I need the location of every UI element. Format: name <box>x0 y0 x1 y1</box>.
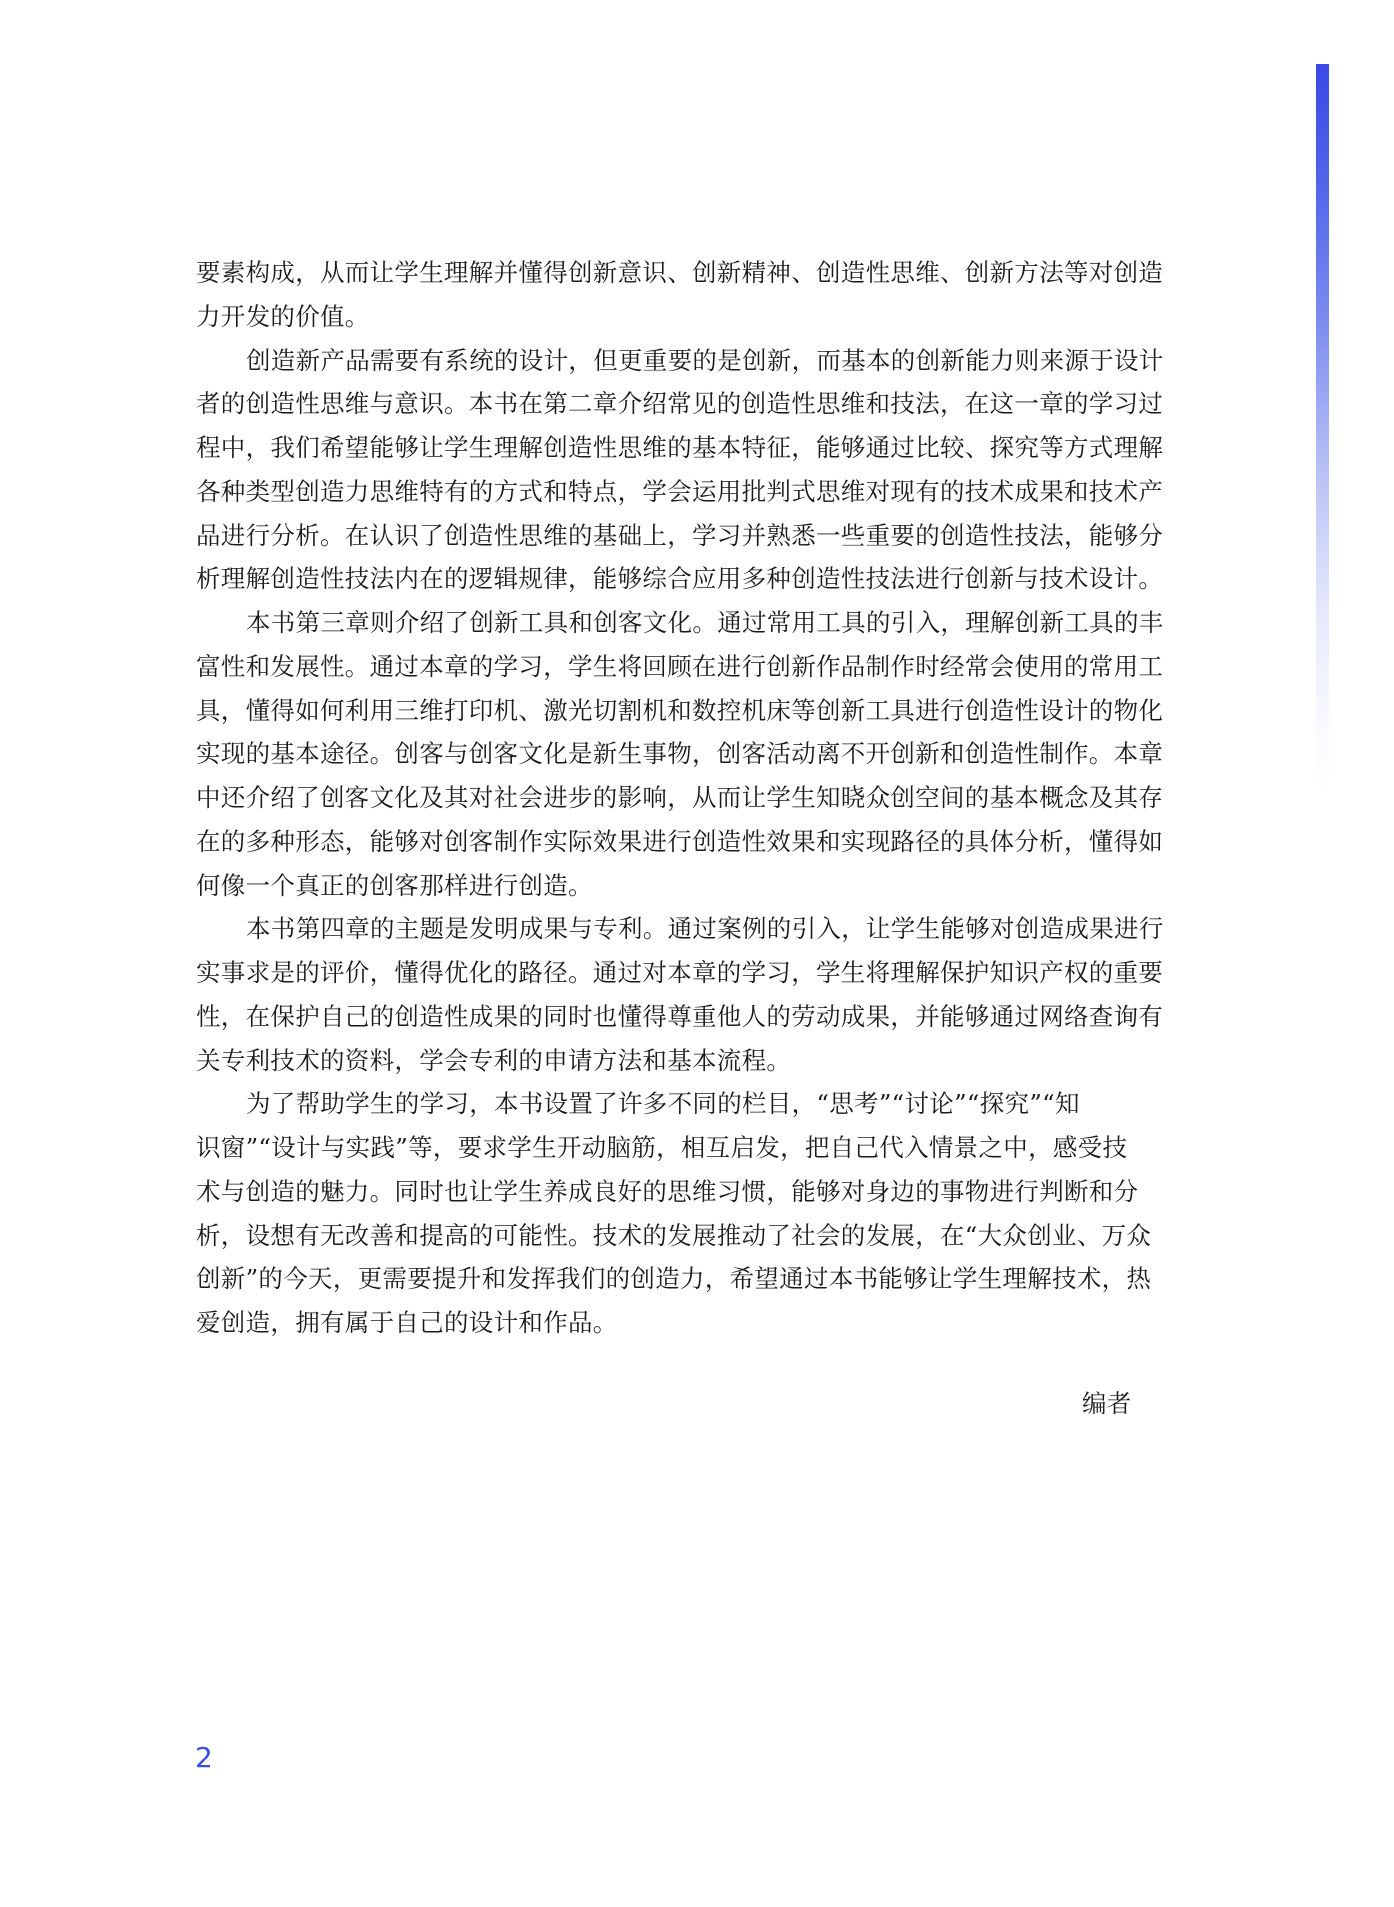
text-line: 何像一个真正的创客那样进行创造。 <box>196 870 593 900</box>
paragraph-1 <box>196 251 1176 339</box>
text-line: 本书第三章则介绍了创新工具和创客文化。通过常用工具的引入，理解创新工具的丰 <box>246 608 1164 637</box>
text-line: 实现的基本途径。创客与创客文化是新生事物，创客活动离不开创新和创造性制作。本章 <box>196 739 1164 769</box>
text-line: 品进行分析。在认识了创造性思维的基础上，学习并熟悉一些重要的创造性技法，能够分 <box>196 520 1164 550</box>
text-line: 要素构成，从而让学生理解并懂得创新意识、创新精神、创造性思维、创新方法等对创造 <box>196 258 1164 287</box>
text-line: 创造新产品需要有系统的设计，但更重要的是创新，而基本的创新能力则来源于设计 <box>246 345 1164 375</box>
page-number: 2 <box>195 1741 213 1774</box>
text-line: 在的多种形态，能够对创客制作实际效果进行创造性效果和实现路径的具体分析，懂得如 <box>196 826 1164 856</box>
text-line: 中还介绍了创客文化及其对社会进步的影响，从而让学生知晓众创空间的基本概念及其存 <box>196 783 1164 812</box>
text-line: 程中，我们希望能够让学生理解创造性思维的基本特征，能够通过比较、探究等方式理解 <box>196 433 1164 462</box>
text-line: 本书第四章的主题是发明成果与专利。通过案例的引入，让学生能够对创造成果进行 <box>246 914 1164 944</box>
text-line: 创新”的今天，更需要提升和发挥我们的创造力，希望通过本书能够让学生理解技术，热 <box>196 1264 1152 1294</box>
text-line: 析，设想有无改善和提高的可能性。技术的发展推动了社会的发展，在“大众创业、万众 <box>196 1220 1152 1250</box>
text-line: 析理解创造性技法内在的逻辑规律，能够综合应用多种创造性技法进行创新与技术设计。 <box>196 564 1164 594</box>
paragraph-2 <box>196 339 1176 602</box>
text-line: 富性和发展性。通过本章的学习，学生将回顾在进行创新作品制作时经常会使用的常用工 <box>196 651 1164 681</box>
text-line: 各种类型创造力思维特有的方式和特点，学会运用批判式思维对现有的技术成果和技术产 <box>196 476 1164 506</box>
text-line: 术与创造的魅力。同时也让学生养成良好的思维习惯，能够对身边的事物进行判断和分 <box>196 1176 1139 1206</box>
text-line: 关专利技术的资料，学会专利的申请方法和基本流程。 <box>196 1045 792 1075</box>
preface-body <box>196 251 1176 1345</box>
text-line: 爱创造，拥有属于自己的设计和作品。 <box>196 1308 618 1337</box>
author-signature: 编者 <box>1082 1389 1132 1418</box>
paragraph-4 <box>196 907 1176 1082</box>
text-line: 实事求是的评价，懂得优化的路径。通过对本章的学习，学生将理解保护知识产权的重要 <box>196 958 1164 987</box>
text-line: 具，懂得如何利用三维打印机、激光切割机和数控机床等创新工具进行创造性设计的物化 <box>196 695 1164 725</box>
text-line: 为了帮助学生的学习，本书设置了许多不同的栏目，“思考”“讨论”“探究”“知 <box>246 1089 1080 1119</box>
paragraph-5 <box>196 1082 1176 1345</box>
text-line: 力开发的价值。 <box>196 301 370 331</box>
text-line: 性，在保护自己的创造性成果的同时也懂得尊重他人的劳动成果，并能够通过网络查询有 <box>196 1001 1164 1031</box>
paragraph-3 <box>196 601 1176 907</box>
text-line: 者的创造性思维与意识。本书在第二章介绍常见的创造性思维和技法，在这一章的学习过 <box>196 389 1164 419</box>
text-line: 识窗”“设计与实践”等，要求学生开动脑筋，相互启发，把自己代入情景之中，感受技 <box>196 1133 1128 1162</box>
decorative-side-bar <box>1316 64 1329 794</box>
